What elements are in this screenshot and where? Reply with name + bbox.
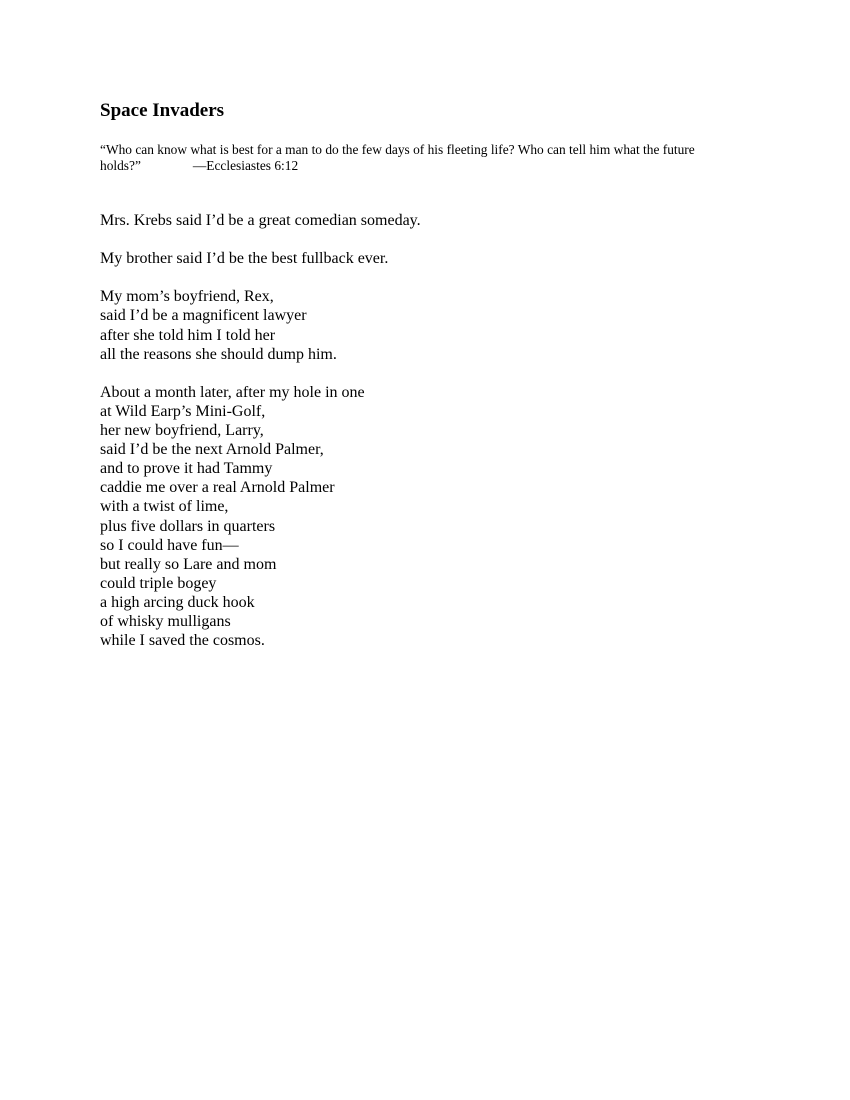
poem-line: About a month later, after my hole in one (100, 383, 365, 401)
poem-line: said I’d be the next Arnold Palmer, (100, 441, 324, 459)
epigraph-attribution: —Ecclesiastes 6:12 (192, 158, 299, 173)
poem-line: and to prove it had Tammy (100, 460, 273, 478)
poem-line: said I’d be a magnificent lawyer (100, 307, 307, 325)
poem-line: while I saved the cosmos. (100, 632, 265, 650)
poem-line: My brother said I’d be the best fullback ever. (100, 250, 389, 268)
poem-line: with a twist of lime, (100, 498, 229, 516)
poem-line: after she told him I told her (100, 326, 276, 344)
poem-body (100, 211, 740, 669)
epigraph-line-end (100, 158, 740, 174)
poem-line: of whisky mulligans (100, 612, 231, 630)
poem-title: Space Invaders (100, 100, 225, 121)
stanza (100, 287, 740, 363)
poem-line: Mrs. Krebs said I’d be a great comedian someday. (100, 212, 421, 229)
poem-line: her new boyfriend, Larry, (100, 422, 264, 440)
poem-line: a high arcing duck hook (100, 593, 255, 611)
stanza (100, 211, 740, 230)
poem-line: so I could have fun— (100, 536, 239, 554)
stanza (100, 383, 740, 650)
epigraph (100, 142, 740, 174)
poem-line: plus five dollars in quarters (100, 517, 276, 535)
epigraph-line: “Who can know what is best for a man to do the few days of his fleeting life? Who can tell him what the future (100, 142, 695, 157)
poem-line: at Wild Earp’s Mini-Golf, (100, 402, 266, 420)
poem-line: My mom’s boyfriend, Rex, (100, 288, 274, 306)
poem-line: but really so Lare and mom (100, 555, 277, 573)
poem-line: caddie me over a real Arnold Palmer (100, 479, 335, 497)
poem-line: could triple bogey (100, 574, 217, 592)
epigraph-line: holds?” (100, 158, 141, 173)
poem-line: all the reasons she should dump him. (100, 345, 337, 363)
stanza (100, 249, 740, 268)
